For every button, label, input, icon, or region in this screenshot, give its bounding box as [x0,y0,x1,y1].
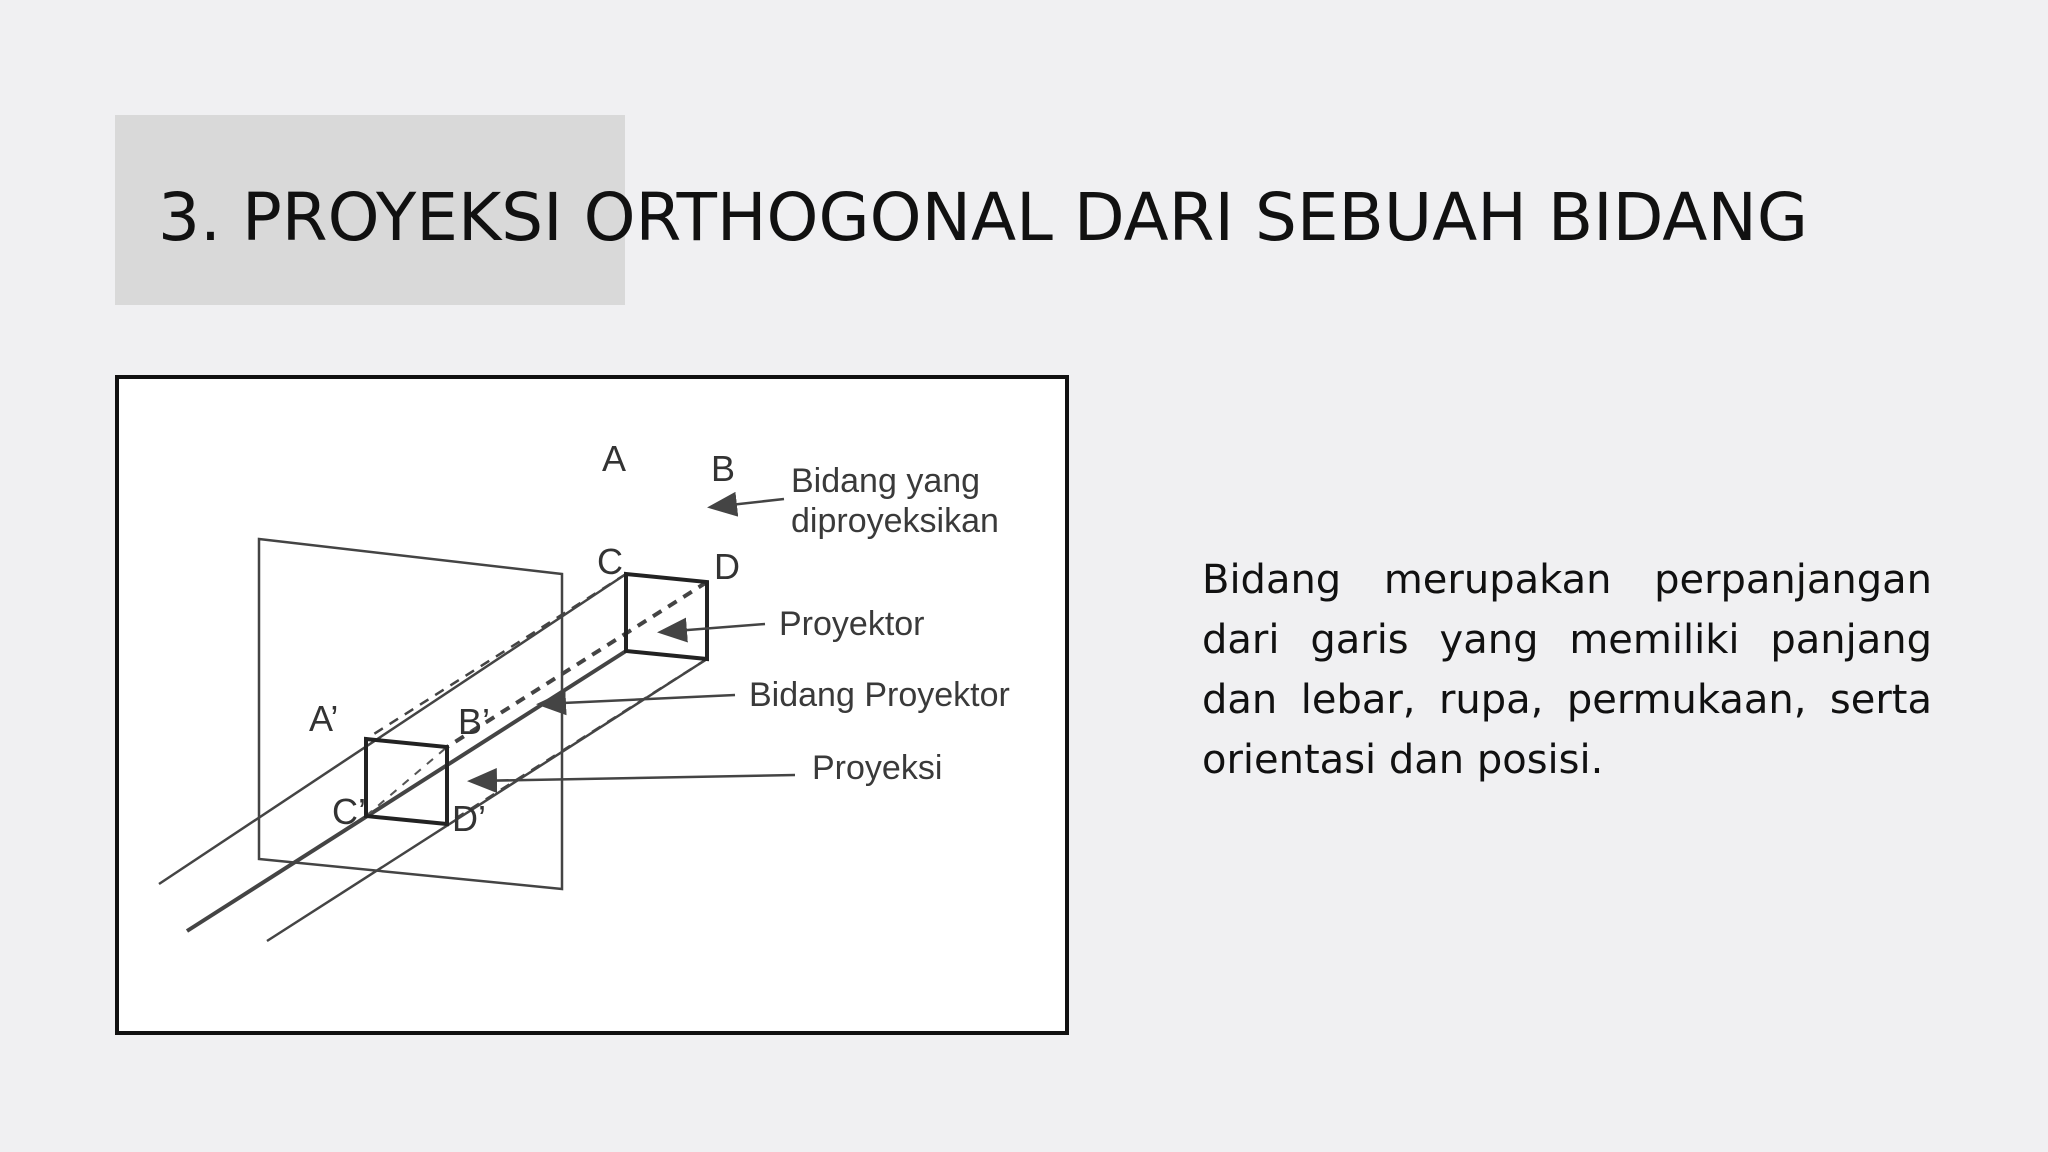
hidden-diagonal [366,747,447,816]
arrow-bidang [712,499,784,507]
label-bidang-line2: diproyeksikan [791,502,999,540]
point-d-prime: D’ [452,798,486,839]
point-a: A [602,438,627,479]
label-proyeksi: Proyeksi [812,749,943,787]
point-b: B [711,448,736,489]
label-proyektor: Proyektor [779,605,925,643]
diagram-figure [115,375,1069,1035]
slide-body-text: Bidang merupakan perpanjangan dari garis yang memiliki panjang dan lebar, rupa, permukaan, serta orientasi dan posisi. [1202,557,1932,783]
point-c-prime: C’ [332,791,366,832]
original-square [626,574,707,659]
slide-title: 3. PROYEKSI ORTHOGONAL DARI SEBUAH BIDANG [158,179,1808,256]
point-a-prime: A’ [309,698,339,739]
point-b-prime: B’ [458,701,491,742]
orthogonal-projection-diagram [119,379,1065,1031]
label-bidang-proyektor: Bidang Proyektor [749,676,1010,714]
projector-line-a [159,574,626,884]
label-bidang-line1: Bidang yang [791,462,981,500]
point-d: D [714,546,740,587]
projection-plane [259,539,562,889]
point-c: C [597,541,623,582]
arrow-proyektor [662,624,765,632]
